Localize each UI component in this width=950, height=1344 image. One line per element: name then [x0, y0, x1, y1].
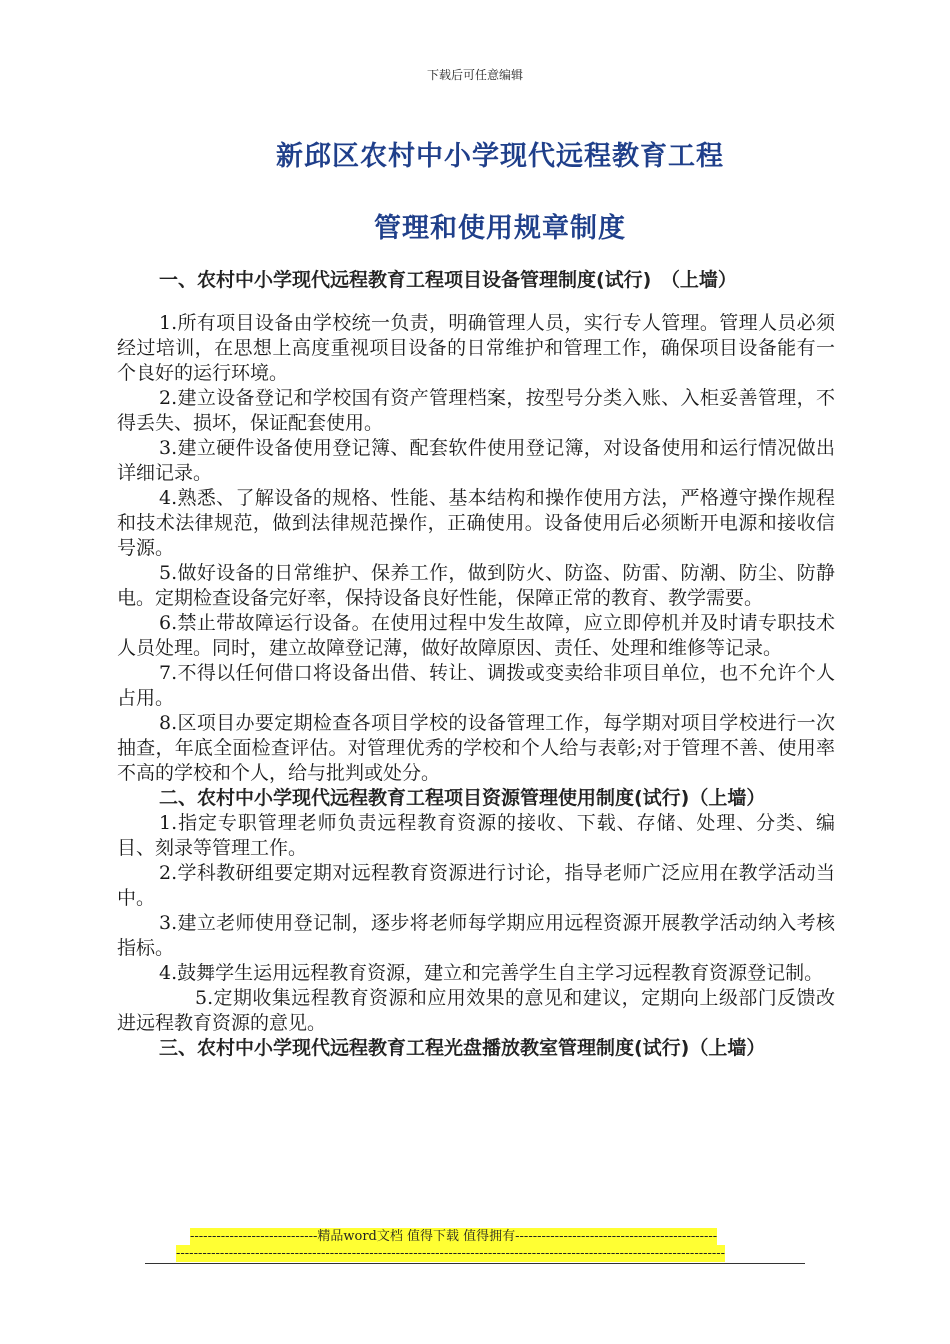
- section-2-heading: 二、农村中小学现代远程教育工程项目资源管理使用制度(试行)（上墙）: [159, 787, 766, 809]
- section-2-item-3: 3.建立老师使用登记制，逐步将老师每学期应用远程资源开展教学活动纳入考核指标。: [117, 912, 835, 959]
- footer-rule: [145, 1263, 805, 1264]
- section-2-item-2: 2.学科教研组要定期对远程教育资源进行讨论，指导老师广泛应用在教学活动当中。: [117, 862, 835, 909]
- section-1-item-8: 8.区项目办要定期检查各项目学校的设备管理工作，每学期对项目学校进行一次抽查，年底全面检查评估。对管理优秀的学校和个人给与表彰;对于管理不善、使用率不高的学校和个人，给与批判或处分。: [117, 712, 835, 784]
- footer-banner: [0, 1228, 950, 1262]
- footer-line-2: -----------------------------------------------------------------------------------------------------------------------------: [176, 1246, 726, 1261]
- section-3-heading: 三、农村中小学现代远程教育工程光盘播放教室管理制度(试行)（上墙）: [159, 1037, 766, 1059]
- section-2-item-4: 4.鼓舞学生运用远程教育资源，建立和完善学生自主学习远程教育资源登记制。: [159, 962, 824, 984]
- section-2-item-5: 5.定期收集远程教育资源和应用效果的意见和建议，定期向上级部门反馈改进远程教育资源的意见。: [117, 987, 835, 1034]
- section-gap: [117, 293, 835, 311]
- header-note: 下载后可任意编辑: [426, 68, 523, 82]
- section-1-item-7: 7.不得以任何借口将设备出借、转让、调拨或变卖给非项目单位，也不允许个人占用。: [117, 662, 835, 709]
- section-1-heading: 一、农村中小学现代远程教育工程项目设备管理制度(试行) （上墙）: [159, 269, 737, 291]
- section-1-item-6: 6.禁止带故障运行设备。在使用过程中发生故障，应立即停机并及时请专职技术人员处理。同时，建立故障登记薄，做好故障原因、责任、处理和维修等记录。: [117, 612, 835, 659]
- section-1-item-3: 3.建立硬件设备使用登记簿、配套软件使用登记簿，对设备使用和运行情况做出详细记录。: [117, 437, 835, 484]
- section-1-item-1: 1.所有项目设备由学校统一负责，明确管理人员，实行专人管理。管理人员必须经过培训，在思想上高度重视项目设备的日常维护和管理工作，确保项目设备能有一个良好的运行环境。: [117, 312, 835, 384]
- document-body: [117, 268, 835, 1061]
- footer-line-1: -----------------------------精品word文档 值得下载 值得拥有----------------------------------------------: [190, 1229, 718, 1244]
- document-title: 新邱区农村中小学现代远程教育工程: [276, 141, 724, 172]
- section-1-item-5: 5.做好设备的日常维护、保养工作，做到防火、防盗、防雷、防潮、防尘、防静电。定期检查设备完好率，保持设备良好性能，保障正常的教育、教学需要。: [117, 562, 835, 609]
- document-subtitle: 管理和使用规章制度: [374, 213, 626, 244]
- section-1-item-2: 2.建立设备登记和学校国有资产管理档案，按型号分类入账、入柜妥善管理，不得丢失、损坏，保证配套使用。: [117, 387, 835, 434]
- section-2-item-1: 1.指定专职管理老师负责远程教育资源的接收、下载、存储、处理、分类、编目、刻录等管理工作。: [117, 812, 835, 859]
- section-1-item-4: 4.熟悉、了解设备的规格、性能、基本结构和操作使用方法，严格遵守操作规程和技术法律规范，做到法律规范操作，正确使用。设备使用后必须断开电源和接收信号源。: [117, 487, 835, 559]
